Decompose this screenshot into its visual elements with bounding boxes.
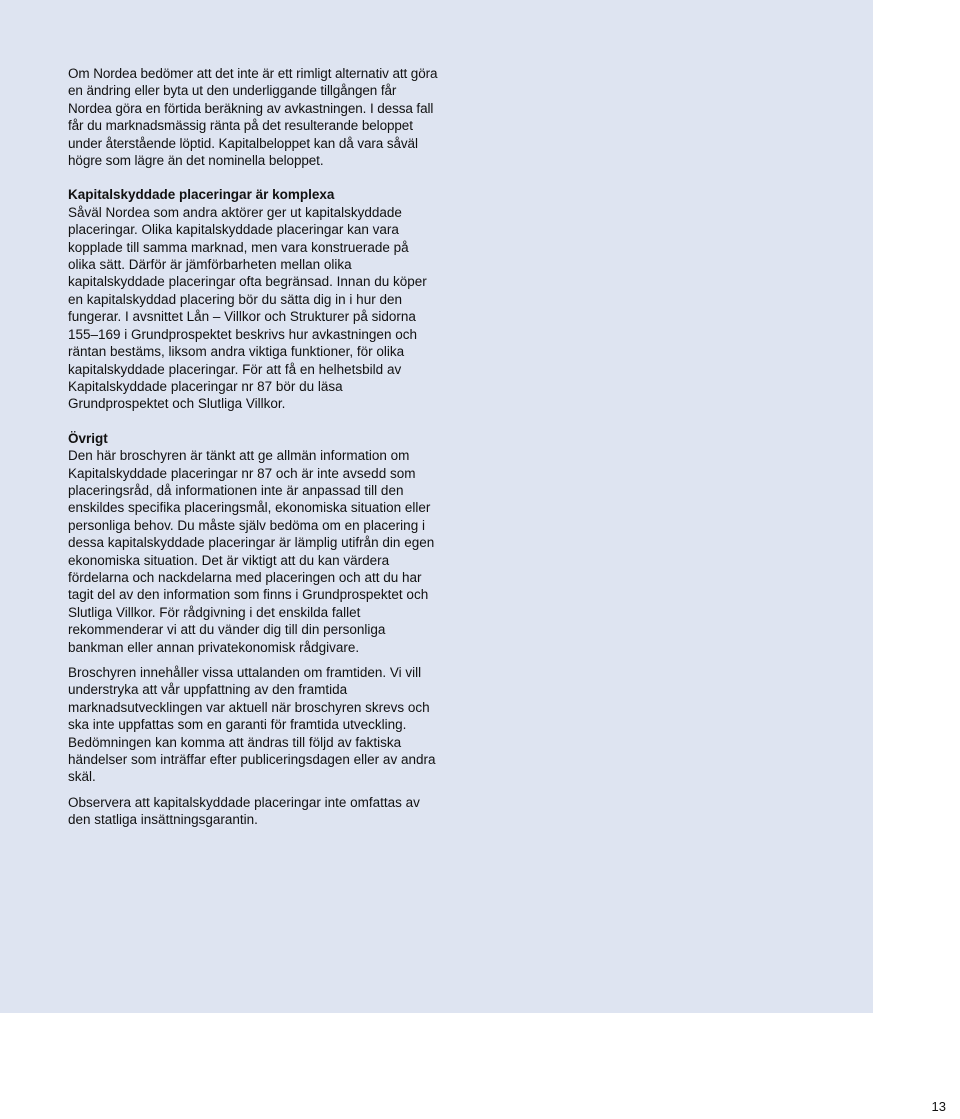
section-heading-other: Övrigt bbox=[68, 430, 108, 446]
section-heading-complexity: Kapitalskyddade placeringar är komplexa bbox=[68, 187, 335, 203]
page-number: 13 bbox=[931, 1099, 946, 1114]
section-paragraph-other-2: Broschyren innehåller vissa uttalanden om framtiden. Vi vill understryka att vår uppfattning av den framtida marknadsutvecklingen var aktuell när broschyren skrevs och ska inte uppfattas som en garanti för framtida utveckling. Bedömningen kan komma att ändras till följd av faktiska händelser som inträffar efter publiceringsdagen eller av andra skäl. bbox=[68, 665, 436, 785]
section-paragraph-other-1: Den här broschyren är tänkt att ge allmän information om Kapitalskyddade placeringar nr 87 och är inte avsedd som placeringsråd, då informationen inte är anpassad till den enskildes specifika placeringsmål, ekonomiska situation eller personliga behov. Du måste själv bedöma om en placering i dessa kapitalskyddade placeringar är lämplig utifrån din egen ekonomiska situation. Det är viktigt att du kan värdera fördelarna och nackdelarna med placeringen och att du har tagit del av den information som finns i Grundprospektet och Slutliga Villkor. För rådgivning i det enskilda fallet rekommenderar vi att du vänder dig till din personliga bankman eller annan privatekonomisk rådgivare. bbox=[68, 448, 435, 655]
document-body bbox=[68, 65, 440, 829]
section-paragraph-other-3: Observera att kapitalskyddade placeringar inte omfattas av den statliga insättningsgarantin. bbox=[68, 794, 420, 828]
intro-paragraph: Om Nordea bedömer att det inte är ett rimligt alternativ att göra en ändring eller byta ut den underliggande tillgången får Nordea göra en förtida beräkning av avkastningen. I dessa fall får du marknadsmässig ränta på det resulterande beloppet under återstående löptid. Kapitalbeloppet kan då vara såväl högre som lägre än det nominella beloppet. bbox=[68, 66, 438, 169]
section-other bbox=[68, 430, 440, 829]
section-complexity bbox=[68, 186, 440, 412]
section-paragraph-complexity: Såväl Nordea som andra aktörer ger ut kapitalskyddade placeringar. Olika kapitalskyddade placeringar kan vara kopplade till samma marknad, men vara konstruerade på olika sätt. Därför är jämförbarheten mellan olika kapitalskyddade placeringar ofta begränsad. Innan du köper en kapitalskyddad placering bör du sätta dig in i hur den fungerar. I avsnittet Lån – Villkor och Strukturer på sidorna 155–169 i Grundprospektet beskrivs hur avkastningen och räntan bestäms, liksom andra viktiga funktioner, för olika kapitalskyddade placeringar. För att få en helhetsbild av Kapitalskyddade placeringar nr 87 bör du läsa Grundprospektet och Slutliga Villkor. bbox=[68, 204, 427, 412]
intro-block bbox=[68, 65, 440, 169]
